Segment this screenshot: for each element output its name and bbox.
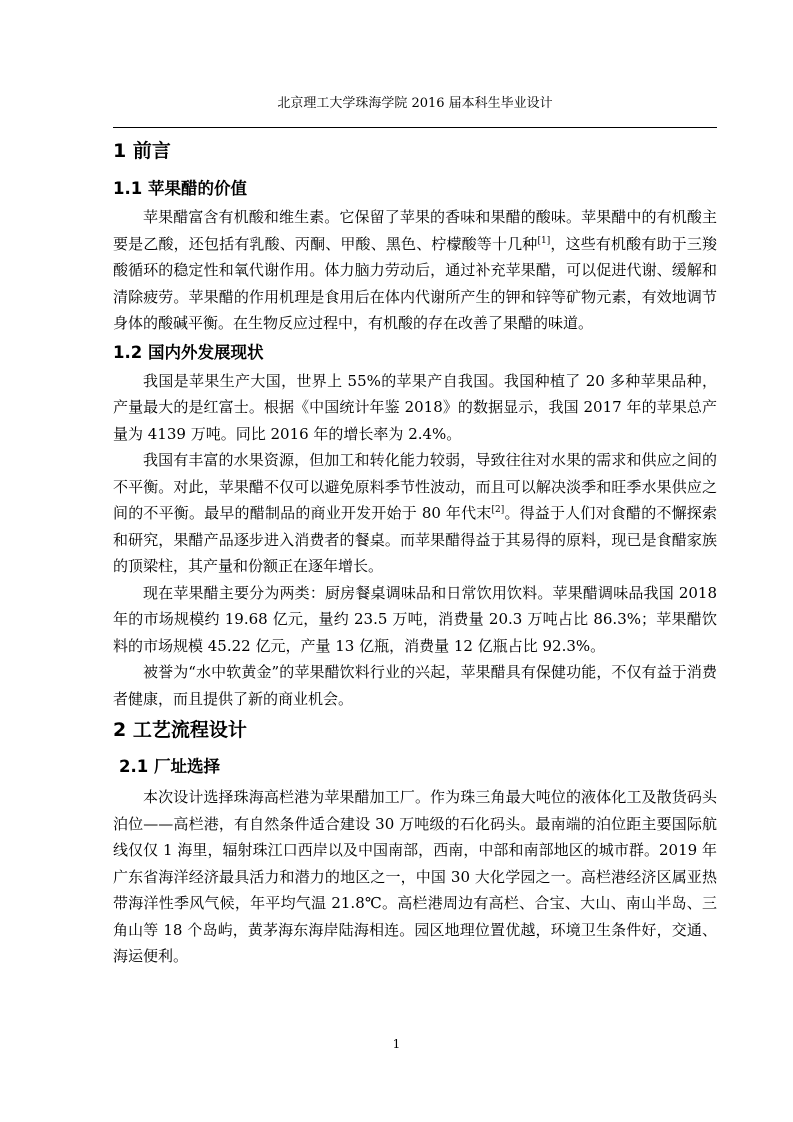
paragraph-text: 我国有丰富的水果资源，但加工和转化能力较弱，导致往往对水果的需求和供应之间的不平衡。对此，苹果醋不仅可以避免原料季节性波动，而且可以解决淡季和旺季水果供应之间的不平衡。最早的醋制品的商业开发开始于 80 年代末	[113, 451, 717, 522]
paragraph-1-2-1: 我国是苹果生产大国，世界上 55%的苹果产自我国。我国种植了 20 多种苹果品种，产量最大的是红富士。根据《中国统计年鉴 2018》的数据显示，我国 2017 年的苹果总产量为 4139 万吨。同比 2016 年的增长率为 2.4%。	[113, 371, 717, 443]
page-content	[113, 131, 717, 970]
citation-ref-1: [1]	[537, 235, 551, 246]
heading-section-1-1: 1.1 苹果醋的价值	[113, 179, 247, 198]
citation-ref-2: [2]	[491, 505, 505, 515]
paragraph-1-2-4: 被誉为“水中软黄金”的苹果醋饮料行业的兴起，苹果醋具有保健功能，不仅有益于消费者健康，而且提供了新的商业机会。	[113, 663, 717, 708]
heading-section-2-1: 2.1 厂址选择	[119, 757, 220, 776]
page-number: 1	[392, 1037, 401, 1051]
paragraph-2-1-1: 本次设计选择珠海高栏港为苹果醋加工厂。作为珠三角最大吨位的液体化工及散货码头泊位——高栏港，有自然条件适合建设 30 万吨级的石化码头。最南端的泊位距主要国际航线仅仅 1 海里，辐射珠江口西岸以及中国南部，西南，中部和南部地区的城市群。2019 年广东省海洋经济最具活力和潜力的地区之一，中国 30 大化学园之一。高栏港经济区属亚热带海洋性季风气候，年平均气温 21.8℃。高栏港周边有高栏、合宝、大山、南山半岛、三角山等 18 个岛屿，黄茅海东海岸陆海相连。园区地理位置优越，环境卫生条件好，交通、海运便利。	[113, 788, 717, 965]
heading-section-2: 2 工艺流程设计	[113, 719, 247, 741]
header-rule	[113, 127, 717, 128]
heading-section-1-2: 1.2 国内外发展现状	[113, 342, 264, 362]
paragraph-1-2-2	[113, 447, 717, 580]
paragraph-text: ，这些有机酸有助于三羧酸循环的稳定性和氧代谢作用。体力脑力劳动后，通过补充苹果醋，可以促进代谢、缓解和清除疲劳。苹果醋的作用机理是食用后在体内代谢所产生的钾和锌等矿物元素，有效地调节身体的酸碱平衡。在生物反应过程中，有机酸的存在改善了果醋的味道。	[113, 234, 717, 332]
paragraph-1-1-1	[113, 204, 717, 337]
paragraph-1-2-3: 现在苹果醋主要分为两类：厨房餐桌调味品和日常饮用饮料。苹果醋调味品我国 2018 年的市场规模约 19.68 亿元，量约 23.5 万吨，消费量 20.3 万吨占比 86.3%；苹果醋饮料的市场规模 45.22 亿元，产量 13 亿瓶，消费量 12 亿瓶占比 92.3%。	[113, 583, 717, 655]
paragraph-text: 苹果醋富含有机酸和维生素。它保留了苹果的香味和果醋的酸味。苹果醋中的有机酸主要是乙酸，还包括有乳酸、丙酮、甲酸、黑色、柠檬酸等十几种	[113, 208, 717, 253]
running-header: 北京理工大学珠海学院 2016 届本科生毕业设计	[277, 96, 553, 111]
heading-section-1: 1 前言	[113, 140, 171, 162]
paragraph-text: 。得益于人们对食醋的不懈探索和研究，果醋产品逐步进入消费者的餐桌。而苹果醋得益于其易得的原料，现已是食醋家族的顶梁柱，其产量和份额正在逐年增长。	[113, 504, 717, 575]
